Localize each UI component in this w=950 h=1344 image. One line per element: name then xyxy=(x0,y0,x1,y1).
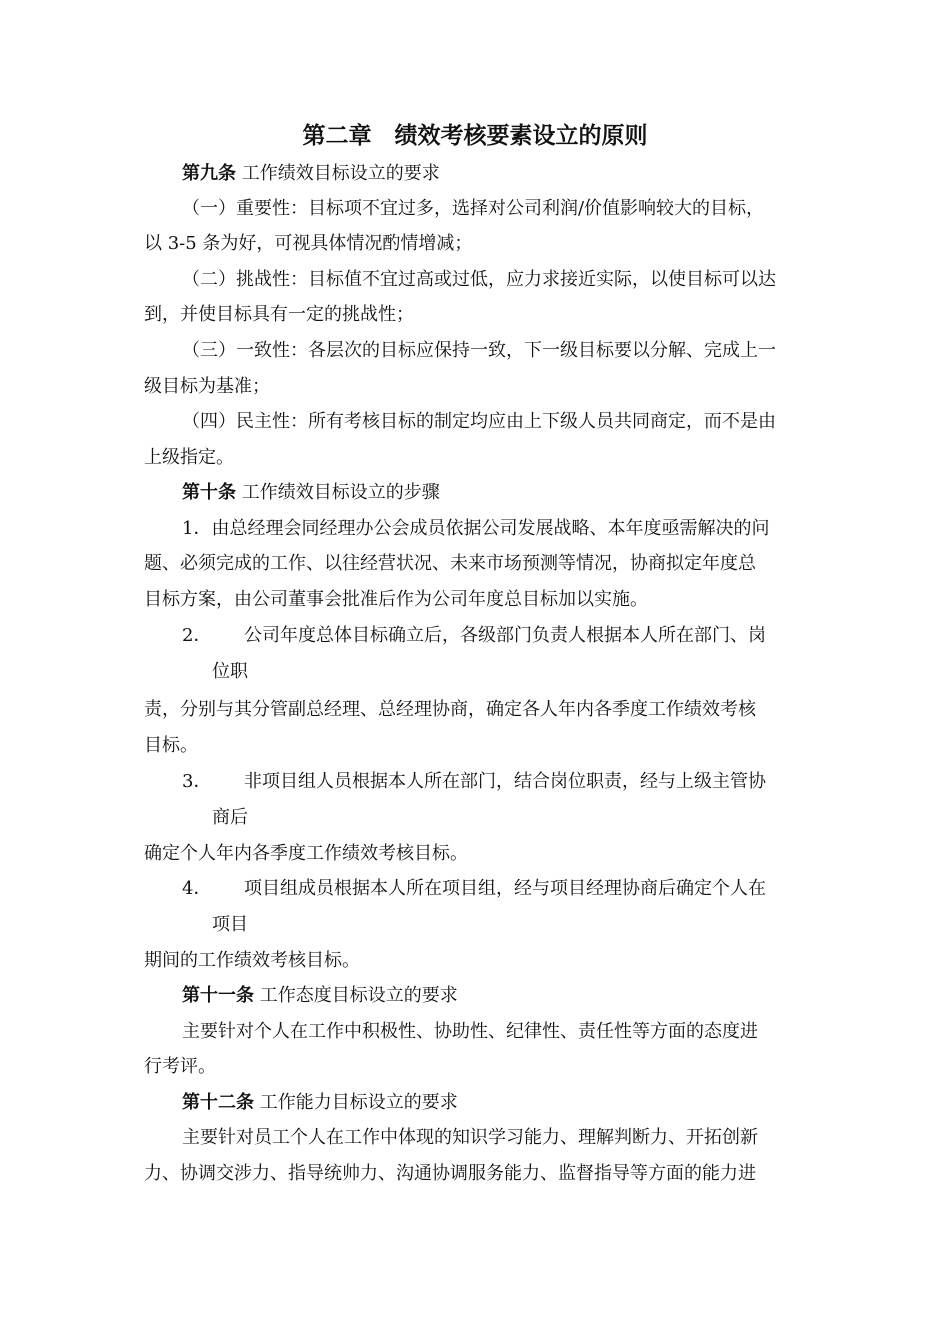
article-10-title: 工作绩效目标设立的步骤 xyxy=(241,482,440,503)
article-12-title: 工作能力目标设立的要求 xyxy=(259,1092,458,1113)
paragraph-line: 项目 xyxy=(212,914,248,935)
article-12-heading xyxy=(182,1091,458,1115)
paragraph-line: 非项目组人员根据本人所在部门，结合岗位职责，经与上级主管协 xyxy=(244,771,766,792)
chapter-title: 第二章 绩效考核要素设立的原则 xyxy=(302,122,648,149)
paragraph-line: 确定个人年内各季度工作绩效考核目标。 xyxy=(144,843,468,864)
article-9-label: 第九条 xyxy=(182,163,236,184)
paragraph-line: 目标方案，由公司董事会批准后作为公司年度总目标加以实施。 xyxy=(144,589,648,610)
list-number: 3． xyxy=(182,771,212,792)
paragraph-line: 题、必须完成的工作、以往经营状况、未来市场预测等情况，协商拟定年度总 xyxy=(144,553,756,574)
paragraph-line: 位职 xyxy=(212,661,248,682)
article-11-label: 第十一条 xyxy=(182,985,254,1006)
paragraph-line: 目标。 xyxy=(144,735,198,756)
paragraph-line: 力、协调交涉力、指导统帅力、沟通协调服务能力、监督指导等方面的能力进 xyxy=(144,1163,756,1184)
paragraph-line: （四）民主性：所有考核目标的制定均应由上下级人员共同商定，而不是由 xyxy=(182,411,776,432)
paragraph-line: 期间的工作绩效考核目标。 xyxy=(144,950,360,971)
article-10-heading xyxy=(182,481,440,505)
paragraph-line: 上级指定。 xyxy=(144,447,234,468)
article-11-title: 工作态度目标设立的要求 xyxy=(259,985,458,1006)
paragraph-line: 项目组成员根据本人所在项目组，经与项目经理协商后确定个人在 xyxy=(244,878,766,899)
paragraph-line: 以 3-5 条为好，可视具体情况酌情增减； xyxy=(144,233,473,254)
paragraph-line: （一）重要性：目标项不宜过多，选择对公司利润/价值影响较大的目标， xyxy=(182,198,765,219)
paragraph-line: （三）一致性：各层次的目标应保持一致，下一级目标要以分解、完成上一 xyxy=(182,340,776,361)
article-9-heading xyxy=(182,162,440,186)
article-11-heading xyxy=(182,984,458,1008)
paragraph-line: 责，分别与其分管副总经理、总经理协商，确定各人年内各季度工作绩效考核 xyxy=(144,699,756,720)
paragraph-line: 主要针对个人在工作中积极性、协助性、纪律性、责任性等方面的态度进 xyxy=(182,1021,758,1042)
paragraph-line: （二）挑战性：目标值不宜过高或过低，应力求接近实际，以使目标可以达 xyxy=(182,269,776,290)
list-item-3 xyxy=(182,770,766,794)
list-item-4 xyxy=(182,877,766,901)
paragraph-line: 主要针对员工个人在工作中体现的知识学习能力、理解判断力、开拓创新 xyxy=(182,1127,758,1148)
paragraph-line: 商后 xyxy=(212,807,248,828)
paragraph-line: 级目标为基准； xyxy=(144,376,270,397)
paragraph-line: 行考评。 xyxy=(144,1056,216,1077)
list-item-2 xyxy=(182,624,766,648)
paragraph-line: 公司年度总体目标确立后，各级部门负责人根据本人所在部门、岗 xyxy=(244,625,766,646)
article-9-title: 工作绩效目标设立的要求 xyxy=(241,163,440,184)
list-number: 4． xyxy=(182,878,212,899)
list-number: 2． xyxy=(182,625,212,646)
paragraph-line: 1．由总经理会同经理办公会成员依据公司发展战略、本年度亟需解决的问 xyxy=(182,518,770,539)
paragraph-line: 到，并使目标具有一定的挑战性； xyxy=(144,304,414,325)
article-12-label: 第十二条 xyxy=(182,1092,254,1113)
article-10-label: 第十条 xyxy=(182,482,236,503)
